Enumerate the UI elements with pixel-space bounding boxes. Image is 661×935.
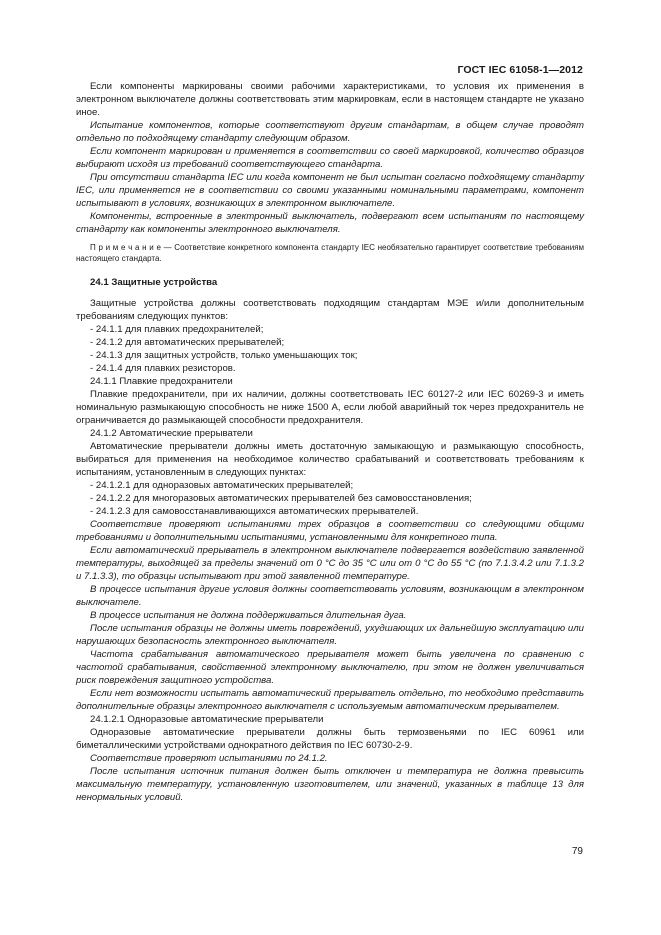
page-number: 79 <box>571 846 583 857</box>
paragraph: Если компонент маркирован и применяется в соответствии со своей маркировкой, количество образцов выбирают исходя из требований соответствующего стандарта. <box>76 146 584 170</box>
paragraph: В процессе испытания не должна поддерживаться длительная дуга. <box>90 610 407 621</box>
subsection-heading: 24.1.2.1 Одноразовые автоматические прерыватели <box>90 714 324 725</box>
paragraph: При отсутствии стандарта IEC или когда компонент не был испытан согласно подходящему стандарту IEC, или применяется не в соответствии со своими указанными номинальными параметрами, компонент испытывают в условиях, возникающих в электронном выключателе. <box>76 172 584 209</box>
paragraph: Защитные устройства должны соответствовать подходящим стандартам МЭЕ и/или дополнительным требованиям следующих пунктов: <box>76 298 584 322</box>
paragraph: Компоненты, встроенные в электронный выключатель, подвергают всем испытаниям по настоящему стандарту как компоненты электронного выключателя. <box>76 211 584 235</box>
paragraph: Испытание компонентов, которые соответствуют другим стандартам, в общем случае проводят отдельно по подходящему стандарту следующим образом. <box>76 120 584 144</box>
list-item: - 24.1.2.3 для самовосстанавливающихся автоматических прерывателей. <box>90 506 419 517</box>
paragraph: Если нет возможности испытать автоматический прерыватель отдельно, то необходимо представить дополнительные образцы электронного выключателя с используемым автоматическим прерывателем. <box>76 688 584 712</box>
paragraph: В процессе испытания другие условия должны соответствовать условиям, возникающим в электронном выключателе. <box>76 584 584 608</box>
list-item: - 24.1.2 для автоматических прерывателей; <box>90 337 285 348</box>
paragraph: Частота срабатывания автоматического прерывателя может быть увеличена по сравнению с частотой срабатывания, свойственной электронному выключателю, при этом не должен увеличиваться риск повреждения защитного устройства. <box>76 649 584 686</box>
paragraph: Если компоненты маркированы своими рабочими характеристиками, то условия их применения в электронном выключателе должны соответствовать этим маркировкам, если в настоящем стандарте не указано иное. <box>76 81 584 118</box>
paragraph: Если автоматический прерыватель в электронном выключателе подвергается воздействию заявленной температуры, выходящей за пределы значений от 0 °С до 35 °С или от 0 °С до 55 °С (по 7.1.3.4.2 или 7.1.3.2 и 7.1.3.3), то образцы испытывают при этой заявленной температуре. <box>76 545 584 582</box>
paragraph: Автоматические прерыватели должны иметь достаточную замыкающую и размыкающую способность, выбираться для применения на необходимое количество срабатываний и соответствовать требованиям к испытаниям, установленным в следующих пунктах: <box>76 441 584 478</box>
list-item: - 24.1.3 для защитных устройств, только уменьшающих ток; <box>90 350 358 361</box>
paragraph: Одноразовые автоматические прерыватели должны быть термозвеньями по IEC 60961 или биметаллическими устройствами однократного действия по IEC 60730-2-9. <box>76 727 584 751</box>
list-item: - 24.1.2.2 для многоразовых автоматических прерывателей без самовосстановления; <box>90 493 472 504</box>
paragraph: Плавкие предохранители, при их наличии, должны соответствовать IEC 60127-2 или IEC 60269-3 и иметь номинальную размыкающую способность не ниже 1500 А, если любой аварийный ток через предохранитель не ограничивается до размыкающей способности предохранителя. <box>76 389 584 426</box>
list-item: - 24.1.4 для плавких резисторов. <box>90 363 236 374</box>
subsection-heading: 24.1.1 Плавкие предохранители <box>90 376 233 387</box>
paragraph: Соответствие проверяют испытаниями трех образцов в соответствии со следующими общими требованиями и дополнительными испытаниями, установленными для конкретного типа. <box>76 519 584 543</box>
document-header: ГОСТ IEC 61058-1—2012 <box>457 64 583 76</box>
page-body <box>76 80 584 804</box>
note: П р и м е ч а н и е — Соответствие конкретного компонента стандарту IEC необязательно гарантирует соответствие требованиям настоящего стандарта. <box>76 243 584 263</box>
list-item: - 24.1.1 для плавких предохранителей; <box>90 324 264 335</box>
subsection-heading: 24.1.2 Автоматические прерыватели <box>90 428 253 439</box>
list-item: - 24.1.2.1 для одноразовых автоматических прерывателей; <box>90 480 354 491</box>
paragraph: Соответствие проверяют испытаниями по 24.1.2. <box>90 753 328 764</box>
paragraph: После испытания образцы не должны иметь повреждений, ухудшающих их дальнейшую эксплуатацию или нарушающих безопасность электронного выключателя. <box>76 623 584 647</box>
paragraph: После испытания источник питания должен быть отключен и температура не должна превысить максимальную температуру, установленную изготовителем, или значений, указанных в таблице 13 для ненормальных условий. <box>76 766 584 803</box>
section-heading: 24.1 Защитные устройства <box>90 277 218 288</box>
